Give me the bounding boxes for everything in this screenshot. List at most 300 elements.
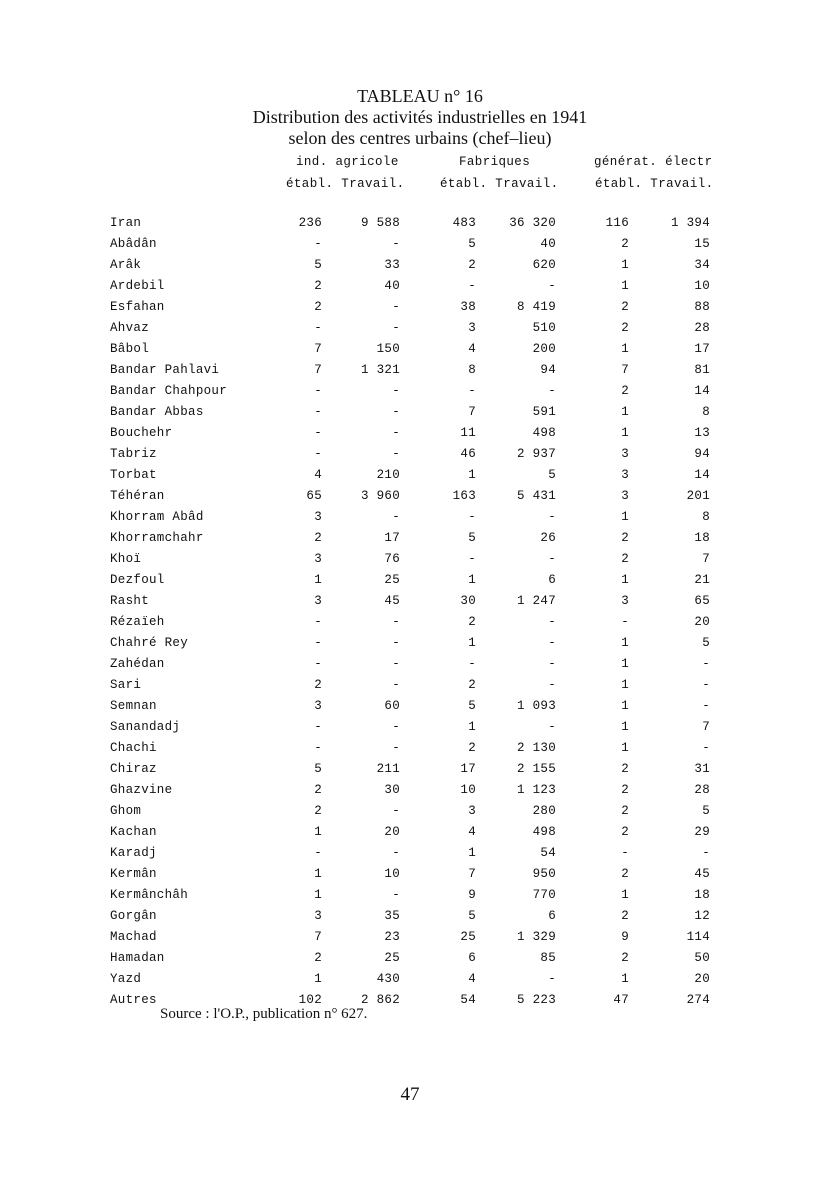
agricole-etabl-cell: -: [314, 447, 322, 461]
agricole-travail-cell: 430: [376, 972, 400, 986]
fabriques-travail-cell: 5 223: [516, 993, 556, 1007]
generat-travail-cell: 21: [694, 573, 710, 587]
generat-etabl-cell: 1: [621, 573, 629, 587]
page-number: 47: [400, 1084, 420, 1105]
fabriques-travail-cell: -: [548, 657, 556, 671]
generat-etabl-cell: 1: [621, 972, 629, 986]
generat-travail-cell: 7: [702, 552, 710, 566]
table-row: [0, 951, 840, 972]
agricole-etabl-cell: 5: [314, 258, 322, 272]
generat-travail-cell: 18: [694, 531, 710, 545]
generat-etabl-cell: 2: [621, 783, 629, 797]
table-row: [0, 888, 840, 909]
city-name-cell: Esfahan: [110, 300, 165, 314]
fabriques-travail-cell: 1 093: [516, 699, 556, 713]
generat-etabl-cell: 2: [621, 867, 629, 881]
table-row: [0, 867, 840, 888]
city-name-cell: Rasht: [110, 594, 150, 608]
fabriques-etabl-cell: 17: [460, 762, 476, 776]
agricole-travail-cell: 30: [384, 783, 400, 797]
agricole-etabl-cell: 102: [298, 993, 322, 1007]
table-number: TABLEAU n° 16: [357, 86, 483, 106]
table-row: [0, 384, 840, 405]
generat-travail-cell: 50: [694, 951, 710, 965]
table-title-block: [200, 86, 640, 149]
data-table: [0, 216, 840, 1014]
fabriques-travail-cell: 85: [540, 951, 556, 965]
table-row: [0, 237, 840, 258]
table-row: [0, 447, 840, 468]
table-row: [0, 405, 840, 426]
city-name-cell: Semnan: [110, 699, 157, 713]
generat-travail-cell: 8: [702, 510, 710, 524]
agricole-etabl-cell: 1: [314, 972, 322, 986]
generat-travail-cell: 28: [694, 783, 710, 797]
city-name-cell: Iran: [110, 216, 142, 230]
agricole-etabl-cell: 2: [314, 531, 322, 545]
generat-etabl-cell: 2: [621, 531, 629, 545]
generat-travail-cell: 10: [694, 279, 710, 293]
table-row: [0, 489, 840, 510]
city-name-cell: Khoï: [110, 552, 142, 566]
generat-etabl-cell: 1: [621, 405, 629, 419]
city-name-cell: Hamadan: [110, 951, 165, 965]
generat-etabl-cell: 1: [621, 510, 629, 524]
fabriques-travail-cell: 1 329: [516, 930, 556, 944]
city-name-cell: Kermân: [110, 867, 157, 881]
fabriques-etabl-cell: 9: [468, 888, 476, 902]
generat-travail-cell: 114: [686, 930, 710, 944]
fabriques-etabl-cell: 5: [468, 909, 476, 923]
fabriques-travail-cell: -: [548, 972, 556, 986]
generat-etabl-cell: 2: [621, 804, 629, 818]
fabriques-etabl-cell: 2: [468, 741, 476, 755]
city-name-cell: Chachi: [110, 741, 157, 755]
table-row: [0, 426, 840, 447]
generat-etabl-cell: 2: [621, 825, 629, 839]
fabriques-etabl-cell: 2: [468, 615, 476, 629]
table-subtitle: selon des centres urbains (chef–lieu): [288, 128, 552, 148]
agricole-etabl-cell: 3: [314, 594, 322, 608]
agricole-travail-cell: 9 588: [360, 216, 400, 230]
fabriques-travail-cell: 620: [532, 258, 556, 272]
agricole-etabl-cell: 7: [314, 342, 322, 356]
fabriques-etabl-cell: 5: [468, 237, 476, 251]
agricole-travail-cell: -: [392, 741, 400, 755]
city-name-cell: Rézaïeh: [110, 615, 165, 629]
fabriques-travail-cell: 950: [532, 867, 556, 881]
table-row: [0, 468, 840, 489]
city-name-cell: Arâk: [110, 258, 142, 272]
table-row: [0, 573, 840, 594]
generat-etabl-cell: 3: [621, 594, 629, 608]
table-row: [0, 321, 840, 342]
agricole-travail-cell: 76: [384, 552, 400, 566]
table-row: [0, 300, 840, 321]
table-row: [0, 846, 840, 867]
fabriques-etabl-cell: 1: [468, 846, 476, 860]
agricole-travail-cell: -: [392, 426, 400, 440]
agricole-etabl-cell: 3: [314, 552, 322, 566]
fabriques-etabl-cell: -: [468, 279, 476, 293]
generat-etabl-cell: 1: [621, 699, 629, 713]
agricole-travail-cell: 25: [384, 951, 400, 965]
agricole-travail-cell: 10: [384, 867, 400, 881]
agricole-etabl-cell: -: [314, 636, 322, 650]
table-row: [0, 741, 840, 762]
agricole-etabl-cell: 5: [314, 762, 322, 776]
agricole-travail-cell: 23: [384, 930, 400, 944]
generat-etabl-cell: 9: [621, 930, 629, 944]
fabriques-etabl-cell: 54: [460, 993, 476, 1007]
table-row: [0, 699, 840, 720]
fabriques-travail-cell: -: [548, 510, 556, 524]
table-row: [0, 972, 840, 993]
agricole-travail-cell: 25: [384, 573, 400, 587]
fabriques-etabl-cell: 7: [468, 405, 476, 419]
agricole-etabl-cell: 3: [314, 510, 322, 524]
fabriques-etabl-cell: 1: [468, 573, 476, 587]
generat-etabl-cell: -: [621, 846, 629, 860]
fabriques-etabl-cell: -: [468, 552, 476, 566]
fabriques-etabl-cell: 8: [468, 363, 476, 377]
fabriques-etabl-cell: 10: [460, 783, 476, 797]
subheader-fabriques: établ. Travail.: [440, 177, 559, 191]
fabriques-travail-cell: 200: [532, 342, 556, 356]
fabriques-travail-cell: -: [548, 678, 556, 692]
table-row: [0, 993, 840, 1014]
city-name-cell: Ghom: [110, 804, 142, 818]
table-row: [0, 510, 840, 531]
table-row: [0, 258, 840, 279]
agricole-travail-cell: 35: [384, 909, 400, 923]
agricole-travail-cell: -: [392, 636, 400, 650]
city-name-cell: Bandar Abbas: [110, 405, 204, 419]
agricole-etabl-cell: -: [314, 426, 322, 440]
generat-etabl-cell: 1: [621, 279, 629, 293]
generat-etabl-cell: 2: [621, 909, 629, 923]
table-row: [0, 342, 840, 363]
table-row: [0, 594, 840, 615]
generat-etabl-cell: 2: [621, 762, 629, 776]
fabriques-etabl-cell: -: [468, 657, 476, 671]
fabriques-etabl-cell: 4: [468, 342, 476, 356]
fabriques-etabl-cell: 38: [460, 300, 476, 314]
agricole-travail-cell: -: [392, 300, 400, 314]
agricole-etabl-cell: 1: [314, 825, 322, 839]
generat-etabl-cell: 1: [621, 342, 629, 356]
generat-etabl-cell: 1: [621, 888, 629, 902]
agricole-travail-cell: 60: [384, 699, 400, 713]
fabriques-travail-cell: -: [548, 552, 556, 566]
city-name-cell: Khorramchahr: [110, 531, 204, 545]
generat-travail-cell: 7: [702, 720, 710, 734]
city-name-cell: Torbat: [110, 468, 157, 482]
agricole-travail-cell: 150: [376, 342, 400, 356]
agricole-etabl-cell: -: [314, 237, 322, 251]
agricole-etabl-cell: 1: [314, 573, 322, 587]
generat-etabl-cell: 2: [621, 321, 629, 335]
generat-travail-cell: 1 394: [670, 216, 710, 230]
generat-etabl-cell: 2: [621, 300, 629, 314]
generat-travail-cell: 28: [694, 321, 710, 335]
generat-etabl-cell: 1: [621, 636, 629, 650]
generat-etabl-cell: 1: [621, 657, 629, 671]
generat-travail-cell: 18: [694, 888, 710, 902]
generat-etabl-cell: 1: [621, 720, 629, 734]
header-generat-electr: générat. électr: [594, 155, 713, 169]
city-name-cell: Machad: [110, 930, 157, 944]
generat-etabl-cell: 3: [621, 468, 629, 482]
table-row: [0, 783, 840, 804]
fabriques-travail-cell: 94: [540, 363, 556, 377]
subheader-agricole: établ. Travail.: [286, 177, 405, 191]
city-name-cell: Ardebil: [110, 279, 165, 293]
fabriques-etabl-cell: 1: [468, 636, 476, 650]
table-row: [0, 804, 840, 825]
table-row: [0, 552, 840, 573]
fabriques-travail-cell: 54: [540, 846, 556, 860]
generat-travail-cell: 5: [702, 636, 710, 650]
generat-etabl-cell: 2: [621, 552, 629, 566]
agricole-travail-cell: 17: [384, 531, 400, 545]
agricole-etabl-cell: 236: [298, 216, 322, 230]
generat-travail-cell: -: [702, 678, 710, 692]
fabriques-travail-cell: -: [548, 279, 556, 293]
generat-travail-cell: -: [702, 657, 710, 671]
agricole-travail-cell: -: [392, 237, 400, 251]
fabriques-etabl-cell: 3: [468, 321, 476, 335]
fabriques-etabl-cell: 30: [460, 594, 476, 608]
fabriques-etabl-cell: 163: [452, 489, 476, 503]
city-name-cell: Sari: [110, 678, 142, 692]
agricole-travail-cell: -: [392, 720, 400, 734]
agricole-etabl-cell: -: [314, 657, 322, 671]
agricole-etabl-cell: -: [314, 405, 322, 419]
generat-travail-cell: 81: [694, 363, 710, 377]
agricole-travail-cell: 45: [384, 594, 400, 608]
generat-etabl-cell: 1: [621, 258, 629, 272]
agricole-etabl-cell: 2: [314, 951, 322, 965]
agricole-etabl-cell: 7: [314, 363, 322, 377]
table-row: [0, 363, 840, 384]
agricole-travail-cell: -: [392, 804, 400, 818]
generat-travail-cell: 34: [694, 258, 710, 272]
agricole-travail-cell: -: [392, 321, 400, 335]
table-row: [0, 216, 840, 237]
generat-etabl-cell: 2: [621, 384, 629, 398]
agricole-etabl-cell: 2: [314, 300, 322, 314]
generat-travail-cell: -: [702, 741, 710, 755]
fabriques-etabl-cell: 2: [468, 258, 476, 272]
header-fabriques: Fabriques: [459, 155, 531, 169]
city-name-cell: Bandar Chahpour: [110, 384, 228, 398]
city-name-cell: Bâbol: [110, 342, 150, 356]
agricole-etabl-cell: 3: [314, 699, 322, 713]
generat-travail-cell: 88: [694, 300, 710, 314]
agricole-travail-cell: -: [392, 510, 400, 524]
generat-etabl-cell: 1: [621, 741, 629, 755]
city-name-cell: Bandar Pahlavi: [110, 363, 220, 377]
fabriques-etabl-cell: 1: [468, 468, 476, 482]
fabriques-travail-cell: -: [548, 384, 556, 398]
fabriques-travail-cell: 2 155: [516, 762, 556, 776]
fabriques-travail-cell: 1 247: [516, 594, 556, 608]
generat-travail-cell: 12: [694, 909, 710, 923]
generat-travail-cell: 45: [694, 867, 710, 881]
agricole-etabl-cell: 2: [314, 279, 322, 293]
fabriques-travail-cell: -: [548, 615, 556, 629]
agricole-etabl-cell: -: [314, 720, 322, 734]
city-name-cell: Karadj: [110, 846, 157, 860]
generat-travail-cell: 201: [686, 489, 710, 503]
generat-travail-cell: 94: [694, 447, 710, 461]
header-ind-agricole: ind. agricole: [296, 155, 399, 169]
generat-etabl-cell: -: [621, 615, 629, 629]
fabriques-travail-cell: 2 130: [516, 741, 556, 755]
fabriques-travail-cell: 498: [532, 825, 556, 839]
agricole-etabl-cell: 2: [314, 678, 322, 692]
generat-etabl-cell: 1: [621, 678, 629, 692]
city-name-cell: Kermânchâh: [110, 888, 189, 902]
generat-etabl-cell: 3: [621, 489, 629, 503]
agricole-etabl-cell: 4: [314, 468, 322, 482]
fabriques-travail-cell: 5: [548, 468, 556, 482]
fabriques-travail-cell: 1 123: [516, 783, 556, 797]
source-note: Source : l'O.P., publication n° 627.: [160, 1006, 368, 1022]
fabriques-travail-cell: 2 937: [516, 447, 556, 461]
agricole-travail-cell: -: [392, 657, 400, 671]
fabriques-travail-cell: 6: [548, 909, 556, 923]
fabriques-travail-cell: -: [548, 636, 556, 650]
agricole-travail-cell: -: [392, 384, 400, 398]
table-row: [0, 909, 840, 930]
agricole-travail-cell: 33: [384, 258, 400, 272]
fabriques-etabl-cell: 1: [468, 720, 476, 734]
generat-travail-cell: 274: [686, 993, 710, 1007]
fabriques-travail-cell: 770: [532, 888, 556, 902]
fabriques-etabl-cell: 25: [460, 930, 476, 944]
fabriques-travail-cell: 8 419: [516, 300, 556, 314]
city-name-cell: Abâdân: [110, 237, 157, 251]
agricole-travail-cell: 20: [384, 825, 400, 839]
city-name-cell: Ahvaz: [110, 321, 150, 335]
agricole-travail-cell: 210: [376, 468, 400, 482]
generat-travail-cell: 8: [702, 405, 710, 419]
table-row: [0, 930, 840, 951]
generat-travail-cell: -: [702, 699, 710, 713]
generat-etabl-cell: 7: [621, 363, 629, 377]
agricole-etabl-cell: -: [314, 846, 322, 860]
agricole-etabl-cell: 1: [314, 888, 322, 902]
fabriques-travail-cell: 498: [532, 426, 556, 440]
fabriques-travail-cell: 5 431: [516, 489, 556, 503]
city-name-cell: Chiraz: [110, 762, 157, 776]
city-name-cell: Gorgân: [110, 909, 157, 923]
table-row: [0, 720, 840, 741]
city-name-cell: Ghazvine: [110, 783, 173, 797]
table-row: [0, 678, 840, 699]
generat-travail-cell: 29: [694, 825, 710, 839]
city-name-cell: Téhéran: [110, 489, 165, 503]
generat-etabl-cell: 116: [605, 216, 629, 230]
agricole-travail-cell: 2 862: [360, 993, 400, 1007]
fabriques-etabl-cell: 2: [468, 678, 476, 692]
generat-travail-cell: 31: [694, 762, 710, 776]
fabriques-etabl-cell: 46: [460, 447, 476, 461]
city-name-cell: Autres: [110, 993, 157, 1007]
agricole-etabl-cell: 1: [314, 867, 322, 881]
table-row: [0, 531, 840, 552]
city-name-cell: Bouchehr: [110, 426, 173, 440]
fabriques-travail-cell: -: [548, 720, 556, 734]
agricole-etabl-cell: 65: [306, 489, 322, 503]
generat-travail-cell: 14: [694, 468, 710, 482]
agricole-etabl-cell: -: [314, 321, 322, 335]
agricole-travail-cell: 1 321: [360, 363, 400, 377]
fabriques-etabl-cell: 11: [460, 426, 476, 440]
agricole-travail-cell: -: [392, 615, 400, 629]
fabriques-etabl-cell: 4: [468, 972, 476, 986]
agricole-travail-cell: -: [392, 888, 400, 902]
fabriques-travail-cell: 280: [532, 804, 556, 818]
city-name-cell: Dezfoul: [110, 573, 165, 587]
generat-travail-cell: 17: [694, 342, 710, 356]
fabriques-etabl-cell: 6: [468, 951, 476, 965]
fabriques-etabl-cell: 483: [452, 216, 476, 230]
agricole-etabl-cell: 7: [314, 930, 322, 944]
agricole-travail-cell: 3 960: [360, 489, 400, 503]
city-name-cell: Sanandadj: [110, 720, 181, 734]
fabriques-travail-cell: 510: [532, 321, 556, 335]
generat-etabl-cell: 47: [613, 993, 629, 1007]
generat-travail-cell: 65: [694, 594, 710, 608]
agricole-travail-cell: -: [392, 846, 400, 860]
agricole-travail-cell: -: [392, 678, 400, 692]
generat-travail-cell: 14: [694, 384, 710, 398]
fabriques-etabl-cell: 5: [468, 699, 476, 713]
subheader-generat: établ. Travail.: [595, 177, 714, 191]
fabriques-etabl-cell: 3: [468, 804, 476, 818]
fabriques-etabl-cell: 7: [468, 867, 476, 881]
agricole-travail-cell: -: [392, 405, 400, 419]
table-row: [0, 762, 840, 783]
agricole-travail-cell: -: [392, 447, 400, 461]
agricole-etabl-cell: -: [314, 615, 322, 629]
fabriques-etabl-cell: 5: [468, 531, 476, 545]
fabriques-travail-cell: 26: [540, 531, 556, 545]
city-name-cell: Khorram Abâd: [110, 510, 204, 524]
agricole-etabl-cell: 2: [314, 783, 322, 797]
generat-etabl-cell: 2: [621, 951, 629, 965]
generat-travail-cell: 5: [702, 804, 710, 818]
agricole-etabl-cell: -: [314, 741, 322, 755]
city-name-cell: Zahédan: [110, 657, 165, 671]
city-name-cell: Yazd: [110, 972, 142, 986]
table-row: [0, 279, 840, 300]
fabriques-travail-cell: 36 320: [509, 216, 556, 230]
fabriques-travail-cell: 6: [548, 573, 556, 587]
city-name-cell: Kachan: [110, 825, 157, 839]
agricole-etabl-cell: -: [314, 384, 322, 398]
table-row: [0, 657, 840, 678]
generat-etabl-cell: 2: [621, 237, 629, 251]
generat-travail-cell: -: [702, 846, 710, 860]
city-name-cell: Tabriz: [110, 447, 157, 461]
fabriques-etabl-cell: -: [468, 384, 476, 398]
fabriques-travail-cell: 40: [540, 237, 556, 251]
agricole-etabl-cell: 3: [314, 909, 322, 923]
